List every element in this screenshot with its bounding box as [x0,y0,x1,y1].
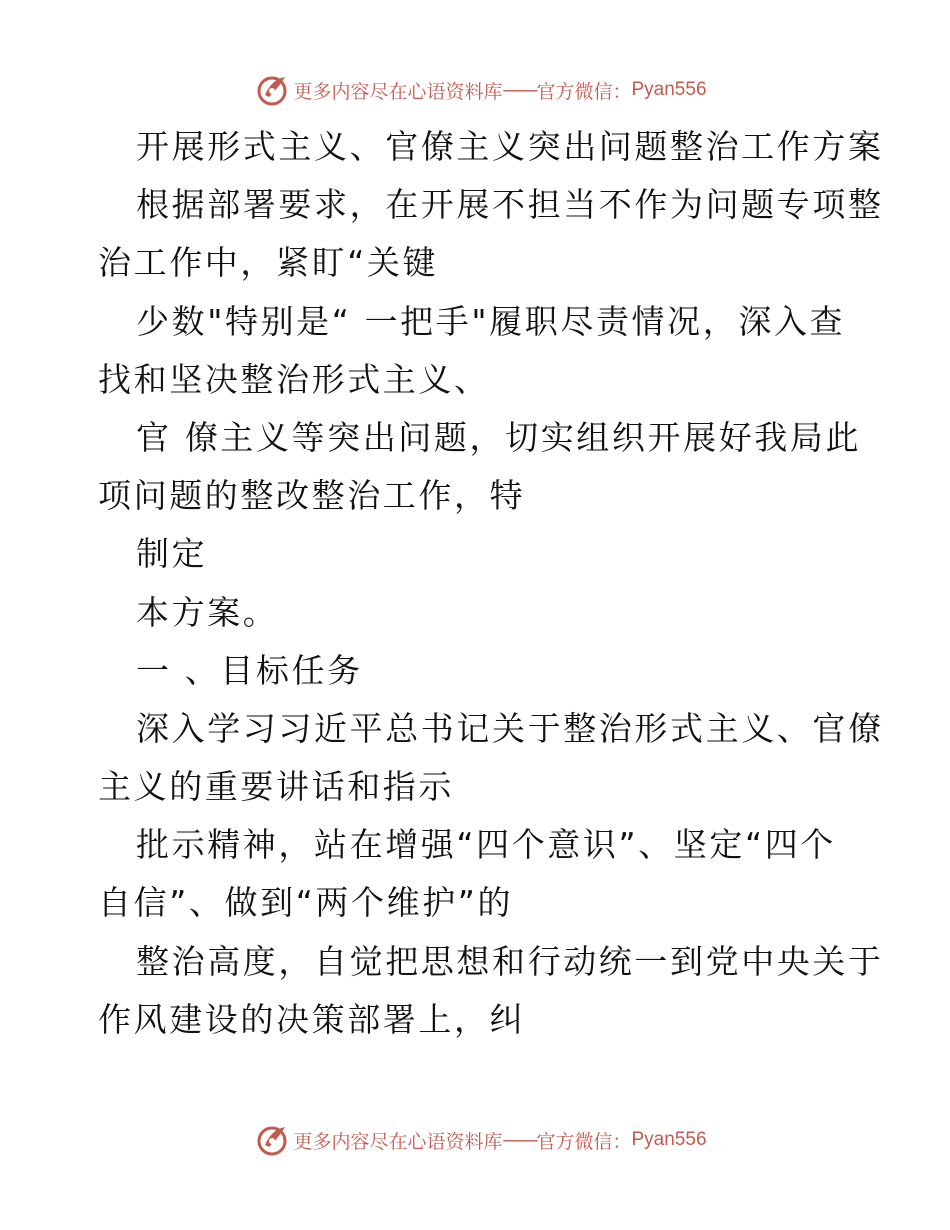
document-line: 官 僚主义等突出问题，切实组织开展好我局此 [136,417,862,457]
quill-logo-icon [255,73,289,107]
document-line: 自信”、做到“两个维护”的 [98,883,514,923]
document-line: 深入学习习近平总书记关于整治形式主义、官僚 [136,708,884,748]
section-heading: 一 、目标任务 [136,650,363,690]
banner-label-text: 官方微信： [536,1130,632,1153]
banner-dash: —— [502,79,537,101]
banner-account: Pyan556 [631,1129,707,1150]
document-body [98,118,884,1049]
document-line: 主义的重要讲话和指示 [98,767,454,807]
banner-label-text: 官方微信： [536,80,632,103]
document-line: 作风建设的决策部署上，纠 [98,999,526,1039]
document-line: 开展形式主义、官僚主义突出问题整治工作方案 [136,127,884,166]
banner-main-text: 更多内容尽在心语资料库 [293,80,503,103]
banner-account: Pyan556 [631,79,707,100]
header-watermark-banner [0,70,950,110]
document-line: 根据部署要求，在开展不担当不作为问题专项整 [136,185,884,225]
banner-main-text: 更多内容尽在心语资料库 [293,1130,503,1153]
document-line: 治工作中，紧盯“关键 [98,243,439,283]
quill-logo-icon [255,1123,289,1157]
document-line: 项问题的整改整治工作，特 [98,476,526,516]
document-line: 整治高度，自觉把思想和行动统一到党中央关于 [136,941,884,981]
footer-watermark-banner [0,1120,950,1160]
document-line: 制定 [136,534,208,574]
document-line: 少数"特别是“ 一把手"履职尽责情况，深入查 [136,301,846,341]
document-line: 批示精神，站在增强“四个意识”、坚定“四个 [136,825,836,865]
document-line: 找和坚决整治形式主义、 [98,359,490,399]
banner-dash: —— [502,1129,537,1151]
document-line: 本方案。 [136,592,279,632]
